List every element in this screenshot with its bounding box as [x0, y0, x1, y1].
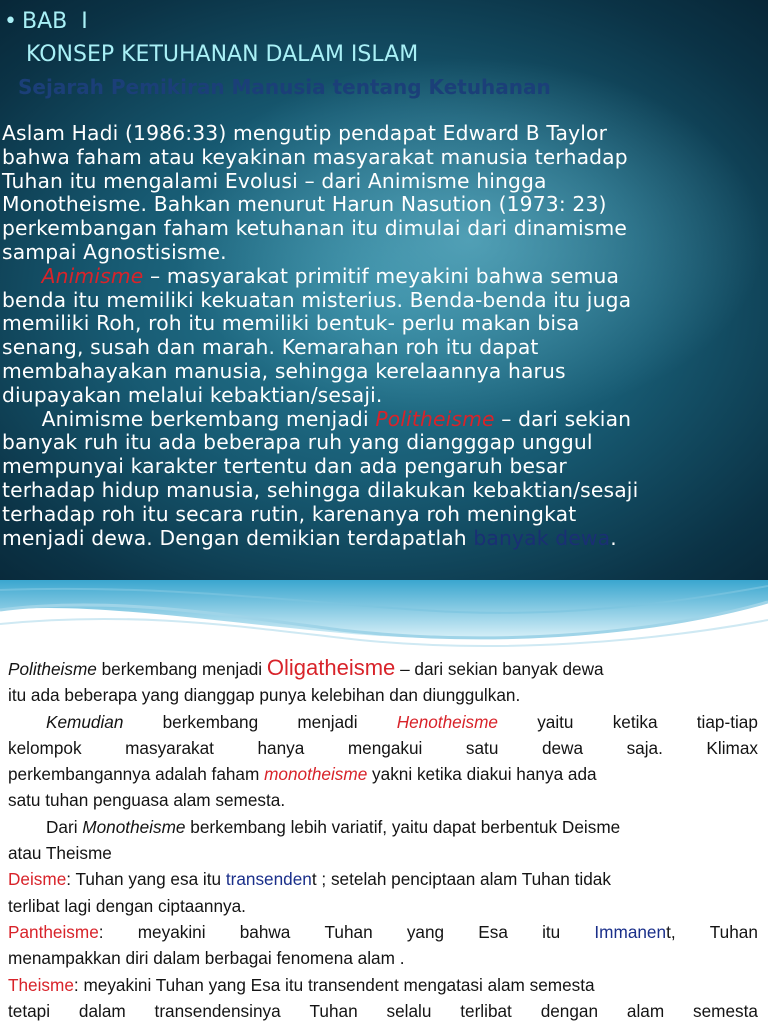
text-word: [8, 919, 104, 945]
text-segment: berkembang menjadi: [96, 659, 267, 679]
text-line: sampai Agnostisisme.: [2, 239, 227, 264]
text-segment: Animisme berkembang menjadi: [41, 406, 376, 431]
text-word: alam: [626, 1000, 665, 1021]
text-word: Klimax: [706, 737, 758, 758]
text-segment: – dari sekian banyak dewa: [395, 659, 604, 679]
text-word: selalu: [386, 1000, 432, 1021]
text-word: tetapi: [8, 1000, 51, 1021]
text-word: saja.: [626, 737, 663, 758]
text-segment: :: [98, 921, 104, 942]
text-line: benda itu memiliki kekuatan misterius. Benda-benda itu juga: [2, 287, 632, 312]
term-deisme: Deisme: [8, 869, 67, 890]
text-line: terlibat lagi dengan ciptaannya.: [8, 895, 246, 916]
text-word: mengakui: [347, 737, 423, 758]
term-henotheisme: Henotheisme: [396, 711, 498, 732]
text-line: [8, 972, 758, 998]
slide-bottom: [0, 580, 768, 1024]
text-segment: t,: [666, 921, 676, 942]
paragraph-politheisme: [2, 408, 764, 551]
text-word: [594, 919, 675, 945]
text-line: terhadap roh itu secara rutin, karenanya roh meningkat: [2, 501, 577, 526]
text-line: membahayakan manusia, sehingga kerelaannya harus: [2, 358, 566, 383]
text-word: Esa: [478, 921, 508, 942]
text-line: [2, 527, 764, 551]
text-line: memiliki Roh, roh itu memiliki bentuk- perlu makan bisa: [2, 311, 580, 336]
text-word: terlibat: [460, 1000, 512, 1021]
slide-subtitle: Sejarah Pemikiran Manusia tentang Ketuhanan: [18, 75, 551, 99]
term-theisme: Theisme: [8, 974, 74, 995]
text-word: ketika: [612, 711, 658, 732]
term-oligatheisme: Oligatheisme: [266, 655, 396, 680]
slide-body-text: [8, 655, 758, 1024]
text-line: banyak ruh itu ada beberapa ruh yang diangggap unggul: [2, 430, 593, 455]
text-line: Tuhan itu mengalami Evolusi – dari Animisme hingga: [2, 168, 547, 193]
text-word: bahwa: [239, 921, 291, 942]
text-segment: – masyarakat primitif meyakini bahwa semua: [143, 263, 620, 288]
text-word: Tuhan: [324, 921, 373, 942]
text-word: Tuhan: [709, 921, 758, 942]
text-line: [8, 998, 758, 1024]
text-line: Aslam Hadi (1986:33) mengutip pendapat Edward B Taylor: [2, 121, 608, 145]
text-word: Tuhan: [309, 1000, 358, 1021]
text-line: [2, 265, 764, 289]
text-segment: yakni ketika diakui hanya ada: [367, 764, 597, 785]
term-kemudian: Kemudian: [46, 711, 124, 732]
text-segment: : meyakini Tuhan yang Esa itu transendent mengatasi alam semesta: [73, 974, 595, 995]
text-segment: perkembangannya adalah faham: [8, 764, 265, 785]
term-animisme: Animisme: [41, 263, 144, 288]
text-line: menampakkan diri dalam berbagai fenomena alam .: [8, 948, 405, 969]
term-monotheisme-2: Monotheisme: [82, 816, 186, 837]
term-politheisme: Politheisme: [8, 659, 97, 679]
text-line: diupayakan melalui kebaktian/sesaji.: [2, 382, 383, 407]
bullet-marker: •: [4, 9, 17, 34]
text-word: itu: [542, 921, 561, 942]
text-line: mempunyai karakter tertentu dan ada pengaruh besar: [2, 454, 567, 479]
text-segment: berkembang lebih variatif, yaitu dapat berbentuk Deisme: [185, 816, 621, 837]
text-line: [8, 866, 758, 892]
text-word: satu: [465, 737, 499, 758]
text-line: perkembangan faham ketuhanan itu dimulai dari dinamisme: [2, 216, 628, 241]
text-word: kelompok: [8, 737, 82, 758]
text-line: Monotheisme. Bahkan menurut Harun Nasution (1973: 23): [2, 192, 607, 217]
text-segment: .: [610, 525, 617, 550]
text-word: dalam: [78, 1000, 126, 1021]
slide-title: KONSEP KETUHANAN DALAM ISLAM: [26, 42, 419, 67]
text-word: menjadi: [297, 711, 358, 732]
term-politheisme: Politheisme: [375, 406, 495, 431]
text-word: transendensinya: [154, 1000, 281, 1021]
decorative-wave-header: [0, 580, 768, 660]
text-segment: : Tuhan yang esa itu: [66, 869, 226, 890]
text-segment: Dari: [46, 816, 83, 837]
text-word: tiap-tiap: [696, 711, 758, 732]
text-line: [8, 814, 758, 840]
text-line: itu ada beberapa yang dianggap punya kelebihan dan diunggulkan.: [8, 685, 521, 706]
text-line: [8, 709, 758, 735]
text-line: terhadap hidup manusia, sehingga dilakukan kebaktian/sesaji: [2, 477, 639, 502]
text-word: hanya: [257, 737, 305, 758]
text-word: dengan: [540, 1000, 599, 1021]
text-line: [8, 735, 758, 761]
text-line: [8, 655, 758, 682]
paragraph-taylor: [2, 122, 764, 265]
text-word: masyarakat: [125, 737, 214, 758]
text-word: berkembang: [162, 711, 259, 732]
term-immanen: Immanen: [594, 921, 667, 942]
term-monotheisme: monotheisme: [264, 764, 368, 785]
text-line: [8, 919, 758, 945]
text-line: bahwa faham atau keyakinan masyarakat manusia terhadap: [2, 144, 628, 169]
text-line: senang, susah dan marah. Kemarahan roh itu dapat: [2, 335, 539, 360]
text-word: dewa: [541, 737, 584, 758]
text-word: meyakini: [137, 921, 206, 942]
text-segment: t ; setelah penciptaan alam Tuhan tidak: [311, 869, 611, 890]
text-word: yang: [406, 921, 445, 942]
slide-body-text: [2, 122, 764, 550]
text-word: semesta: [693, 1000, 758, 1021]
text-line: [8, 761, 758, 787]
text-line: [2, 408, 764, 432]
term-banyak-dewa: banyak dewa: [473, 525, 611, 550]
text-segment: menjadi dewa. Dengan demikian terdapatlah: [2, 525, 474, 550]
chapter-label: BAB I: [22, 9, 88, 34]
paragraph-animisme: [2, 265, 764, 408]
term-pantheisme: Pantheisme: [8, 921, 99, 942]
term-transenden: transenden: [225, 869, 312, 890]
text-segment: – dari sekian: [494, 406, 632, 431]
text-word: yaitu: [537, 711, 574, 732]
text-line: satu tuhan penguasa alam semesta.: [8, 790, 286, 811]
text-line: atau Theisme: [8, 843, 112, 864]
